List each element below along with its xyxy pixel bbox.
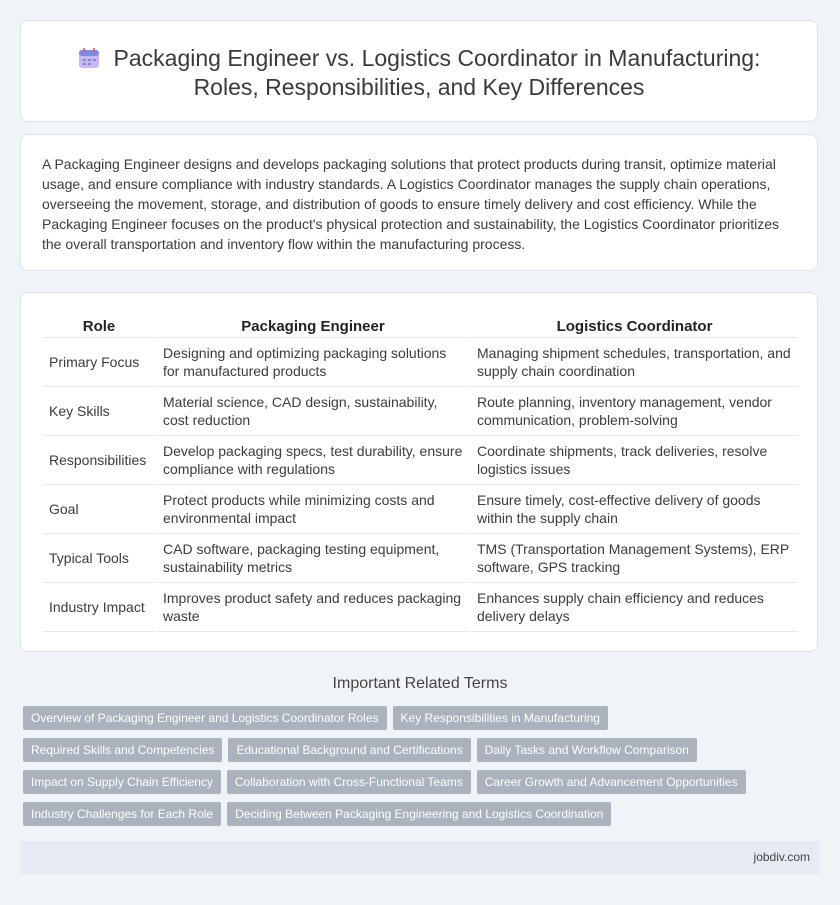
related-term-tag[interactable]: Educational Background and Certifications bbox=[228, 738, 470, 762]
header-logistics-coordinator: Logistics Coordinator bbox=[470, 315, 798, 338]
cell-logistics-coordinator: Enhances supply chain efficiency and reduces delivery delays bbox=[470, 583, 798, 632]
table-row bbox=[43, 534, 798, 583]
cell-packaging-engineer: Improves product safety and reduces packaging waste bbox=[156, 583, 470, 632]
footer-site[interactable]: jobdiv.com bbox=[753, 850, 810, 864]
header-card bbox=[20, 20, 818, 122]
related-term-tag[interactable]: Overview of Packaging Engineer and Logistics Coordinator Roles bbox=[23, 706, 387, 730]
intro-text: A Packaging Engineer designs and develops packaging solutions that protect products during transit, optimize material usage, and ensure compliance with industry standards. A Logistics Coordinator manages the supply chain operations, overseeing the movement, storage, and distribution of goods to ensure timely delivery and cost efficiency. While the Packaging Engineer focuses on the product's physical protection and sustainability, the Logistics Coordinator prioritizes the overall transportation and inventory flow within the manufacturing process. bbox=[42, 156, 780, 252]
cell-packaging-engineer: Material science, CAD design, sustainability, cost reduction bbox=[156, 387, 470, 436]
cell-packaging-engineer: Develop packaging specs, test durability, ensure compliance with regulations bbox=[156, 436, 470, 485]
related-terms-title: Important Related Terms bbox=[332, 675, 508, 692]
header-role: Role bbox=[43, 315, 156, 338]
cell-packaging-engineer: CAD software, packaging testing equipment, sustainability metrics bbox=[156, 534, 470, 583]
header-packaging-engineer: Packaging Engineer bbox=[156, 315, 470, 338]
related-term-tag[interactable]: Industry Challenges for Each Role bbox=[23, 802, 221, 826]
title-line-1: Packaging Engineer vs. Logistics Coordinator in Manufacturing: bbox=[113, 45, 761, 71]
comparison-table-card bbox=[20, 292, 818, 652]
cell-logistics-coordinator: TMS (Transportation Management Systems), ERP software, GPS tracking bbox=[470, 534, 798, 583]
cell-logistics-coordinator: Coordinate shipments, track deliveries, resolve logistics issues bbox=[470, 436, 798, 485]
table-header-row bbox=[43, 315, 798, 338]
table-row bbox=[43, 583, 798, 632]
title-line-2: Roles, Responsibilities, and Key Differences bbox=[193, 74, 645, 100]
related-terms-list bbox=[23, 706, 818, 834]
intro-card bbox=[20, 134, 818, 271]
cell-logistics-coordinator: Ensure timely, cost-effective delivery of goods within the supply chain bbox=[470, 485, 798, 534]
cell-role: Goal bbox=[43, 485, 156, 534]
cell-packaging-engineer: Designing and optimizing packaging solutions for manufactured products bbox=[156, 338, 470, 387]
table-row bbox=[43, 436, 798, 485]
cell-role: Key Skills bbox=[43, 387, 156, 436]
related-term-tag[interactable]: Deciding Between Packaging Engineering and Logistics Coordination bbox=[227, 802, 611, 826]
table-row bbox=[43, 485, 798, 534]
cell-role: Primary Focus bbox=[43, 338, 156, 387]
related-term-tag[interactable]: Required Skills and Competencies bbox=[23, 738, 222, 762]
page-title bbox=[21, 44, 817, 102]
related-term-tag[interactable]: Daily Tasks and Workflow Comparison bbox=[477, 738, 697, 762]
cell-role: Responsibilities bbox=[43, 436, 156, 485]
cell-role: Industry Impact bbox=[43, 583, 156, 632]
comparison-table bbox=[43, 315, 798, 632]
related-term-tag[interactable]: Career Growth and Advancement Opportunities bbox=[477, 770, 746, 794]
footer bbox=[20, 841, 820, 874]
cell-logistics-coordinator: Managing shipment schedules, transportation, and supply chain coordination bbox=[470, 338, 798, 387]
cell-packaging-engineer: Protect products while minimizing costs and environmental impact bbox=[156, 485, 470, 534]
related-term-tag[interactable]: Impact on Supply Chain Efficiency bbox=[23, 770, 221, 794]
table-row bbox=[43, 387, 798, 436]
related-term-tag[interactable]: Collaboration with Cross-Functional Teams bbox=[227, 770, 471, 794]
cell-logistics-coordinator: Route planning, inventory management, vendor communication, problem-solving bbox=[470, 387, 798, 436]
related-term-tag[interactable]: Key Responsibilities in Manufacturing bbox=[393, 706, 608, 730]
table-row bbox=[43, 338, 798, 387]
calendar-icon bbox=[78, 47, 100, 69]
cell-role: Typical Tools bbox=[43, 534, 156, 583]
